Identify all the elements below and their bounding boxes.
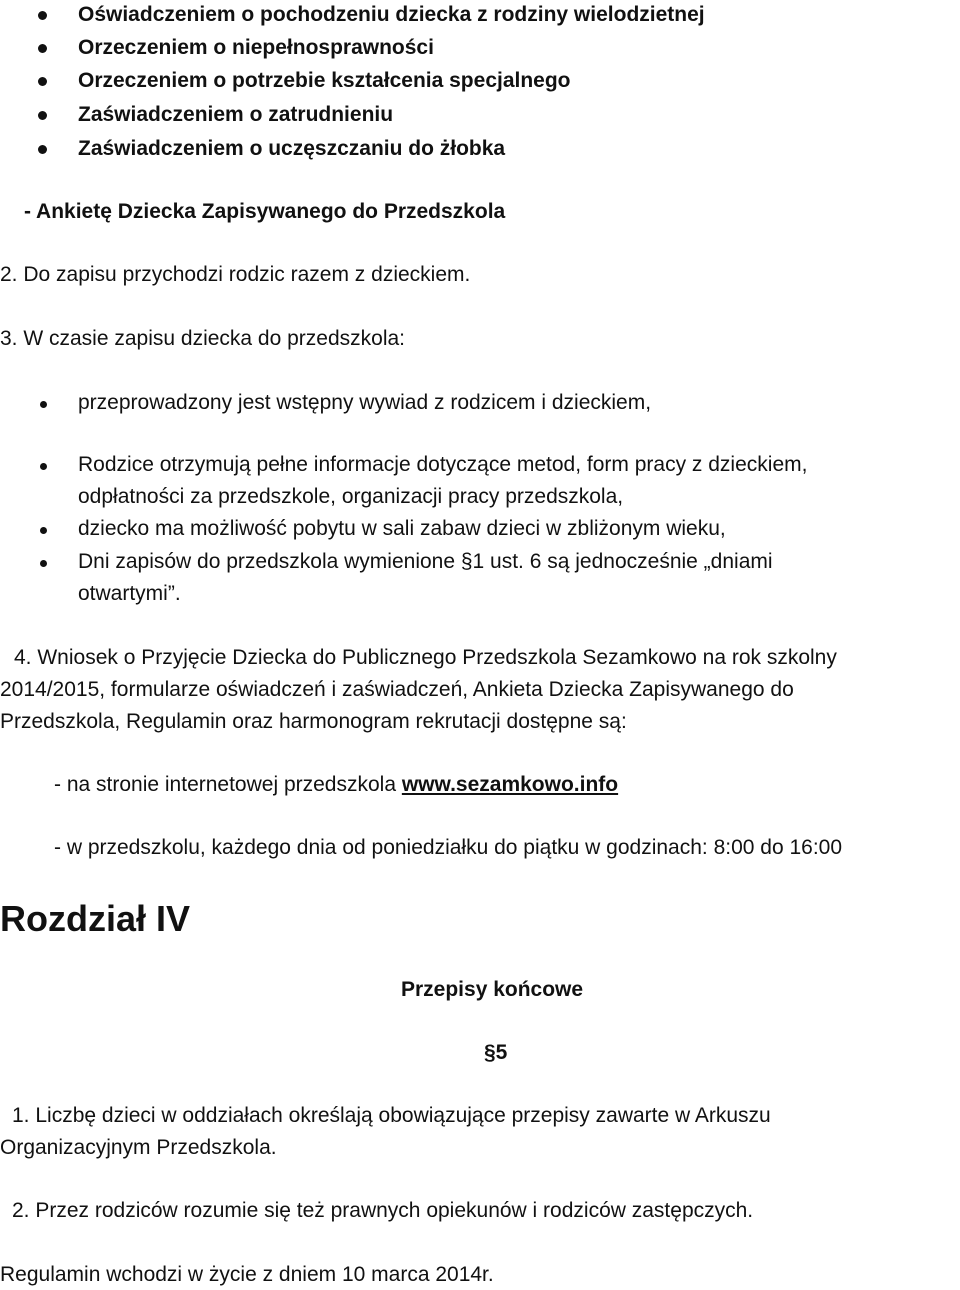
- paragraph-mark: §5: [484, 1041, 508, 1064]
- list-item: Zaświadczeniem o uczęszczaniu do żłobka: [78, 137, 506, 160]
- bullet-icon: [38, 145, 47, 154]
- list-item: Dni zapisów do przedszkola wymienione §1 ust. 6 są jednocześnie „dniami: [78, 550, 773, 573]
- point-4-line: 2014/2015, formularze oświadczeń i zaświadczeń, Ankieta Dziecka Zapisywanego do: [0, 678, 794, 701]
- closing-statement: Regulamin wchodzi w życie z dniem 10 marca 2014r.: [0, 1263, 494, 1286]
- final-point-continuation: Organizacyjnym Przedszkola.: [0, 1136, 277, 1159]
- list-item: przeprowadzony jest wstępny wywiad z rodzicem i dzieckiem,: [78, 391, 652, 414]
- list-item: Zaświadczeniem o zatrudnieniu: [78, 103, 394, 126]
- bullet-icon: [40, 527, 47, 534]
- website-link[interactable]: www.sezamkowo.info: [401, 773, 619, 796]
- bullet-icon: [38, 77, 47, 86]
- bullet-icon: [40, 401, 47, 408]
- point-4-line: Przedszkola, Regulamin oraz harmonogram rekrutacji dostępne są:: [0, 710, 627, 733]
- list-item: Orzeczeniem o niepełnosprawności: [78, 36, 434, 59]
- website-prefix: - na stronie internetowej przedszkola: [54, 773, 402, 796]
- list-item: Oświadczeniem o pochodzeniu dziecka z rodziny wielodzietnej: [78, 3, 705, 26]
- final-point: 2. Przez rodziców rozumie się też prawnych opiekunów i rodziców zastępczych.: [12, 1199, 754, 1222]
- bullet-icon: [38, 111, 47, 120]
- point-3-intro: 3. W czasie zapisu dziecka do przedszkola:: [0, 327, 406, 350]
- list-item: dziecko ma możliwość pobytu w sali zabaw dzieci w zbliżonym wieku,: [78, 517, 726, 540]
- bullet-icon: [38, 11, 47, 20]
- section-title: Przepisy końcowe: [401, 978, 584, 1001]
- list-item-continuation: odpłatności za przedszkole, organizacji pracy przedszkola,: [78, 485, 624, 508]
- point-2: 2. Do zapisu przychodzi rodzic razem z dzieckiem.: [0, 263, 471, 286]
- office-hours-line: - w przedszkolu, każdego dnia od poniedziałku do piątku w godzinach: 8:00 do 16:00: [54, 836, 843, 859]
- bullet-icon: [40, 463, 47, 470]
- website-line: [54, 774, 618, 795]
- list-item: Rodzice otrzymują pełne informacje dotyczące metod, form pracy z dzieckiem,: [78, 453, 808, 476]
- point-4-line: 4. Wniosek o Przyjęcie Dziecka do Publicznego Przedszkola Sezamkowo na rok szkolny: [14, 646, 837, 669]
- bullet-icon: [40, 560, 47, 567]
- bullet-icon: [38, 44, 47, 53]
- chapter-title: Rozdział IV: [0, 898, 191, 939]
- final-point: 1. Liczbę dzieci w oddziałach określają obowiązujące przepisy zawarte w Arkuszu: [12, 1104, 771, 1127]
- list-item-continuation: otwartymi”.: [78, 582, 181, 605]
- list-item: Orzeczeniem o potrzebie kształcenia specjalnego: [78, 69, 571, 92]
- ankieta-line: - Ankietę Dziecka Zapisywanego do Przedszkola: [24, 200, 506, 223]
